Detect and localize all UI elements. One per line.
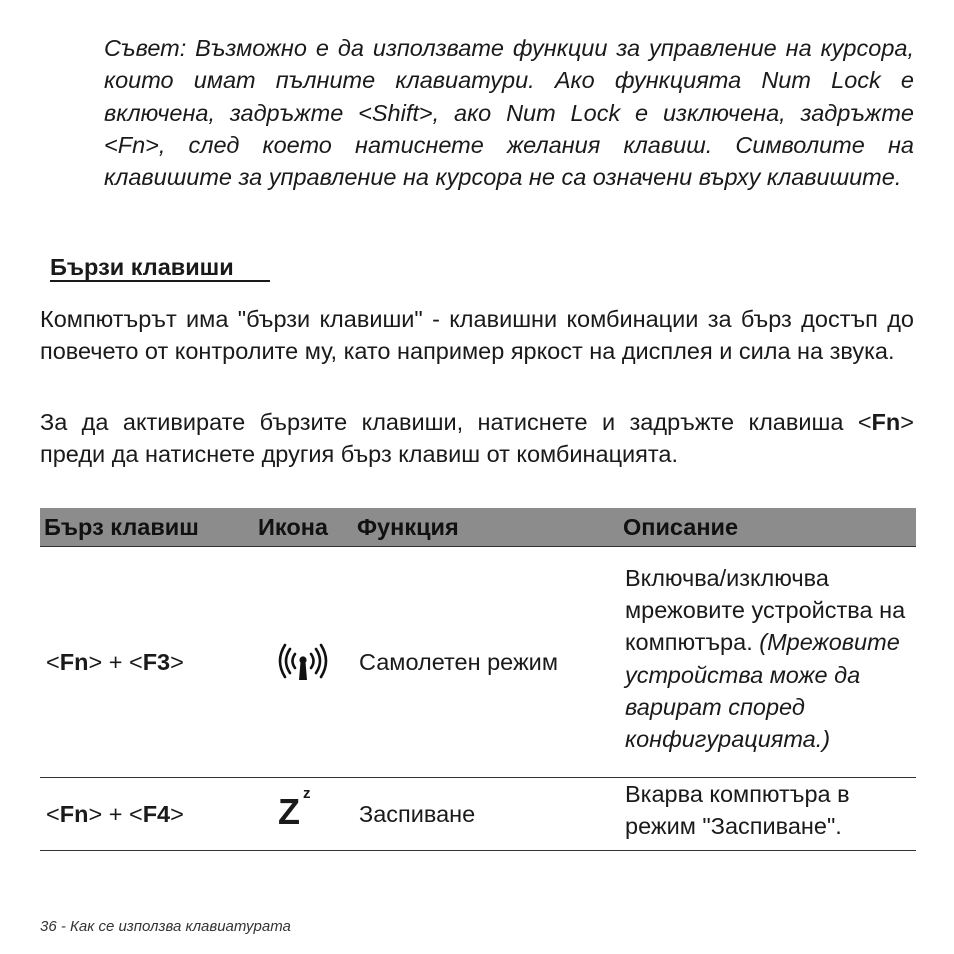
header-function: Функция [353,508,619,547]
section-title: Бързи клавиши [50,254,234,280]
description-cell: Вкарва компютъра в режим "Заспиване". [619,778,916,851]
table-row [40,778,916,851]
hotkey-cell: <Fn> + <F4> [40,778,254,851]
icon-cell [254,547,353,778]
hotkey-key-a: Fn [59,648,89,675]
hotkey-key-b: F3 [142,648,171,675]
hotkey-cell: <Fn> + <F3> [40,547,254,778]
page-footer: 36 - Как се използва клавиатурата [40,918,291,935]
description-cell [619,547,916,778]
tip-paragraph: Съвет: Възможно е да използвате функции за управление на курсора, които имат пълните клавиатури. Ако функцията Num Lock е включена, задръжте <Shift>, ако Num Lock е изключена, задръжте <Fn>, след което натиснете желания клавиш. Символите на клавишите за управление на курсора не са означени върху клавишите. [104,35,914,191]
section-title-underline [50,280,270,282]
activation-text-before: За да активирате бързите клавиши, натиснете и задръжте клавиша < [40,409,872,435]
table-row [40,547,916,778]
header-hotkey: Бърз клавиш [40,508,254,547]
header-icon: Икона [254,508,353,547]
table-header-row [40,508,916,547]
sleep-icon [278,786,338,834]
description-text: Включва/изключва мрежовите устройства на компютъра. [625,564,906,656]
hotkey-key-b: F4 [142,800,171,827]
icon-cell [254,778,353,851]
function-cell: Заспиване [353,778,619,851]
header-description: Описание [619,508,916,547]
description-note: (Мрежовите устройства може да варират според конфигурацията.) [625,629,900,753]
intro-paragraph: Компютърът има "бързи клавиши" - клавишни комбинации за бърз достъп до повечето от контролите му, като например яркост на дисплея и сила на звука. [40,306,914,365]
sleep-icon-big-z: Z [278,790,300,832]
function-cell: Самолетен режим [353,547,619,778]
activation-paragraph [40,406,914,471]
activation-text-after: > преди да натиснете другия бърз клавиш от комбинацията. [40,409,914,468]
activation-key: Fn [871,409,901,435]
sleep-icon-small-z: z [303,784,311,802]
hotkey-key-a: Fn [59,800,89,827]
hotkey-table [40,508,916,851]
wireless-icon [260,647,328,673]
